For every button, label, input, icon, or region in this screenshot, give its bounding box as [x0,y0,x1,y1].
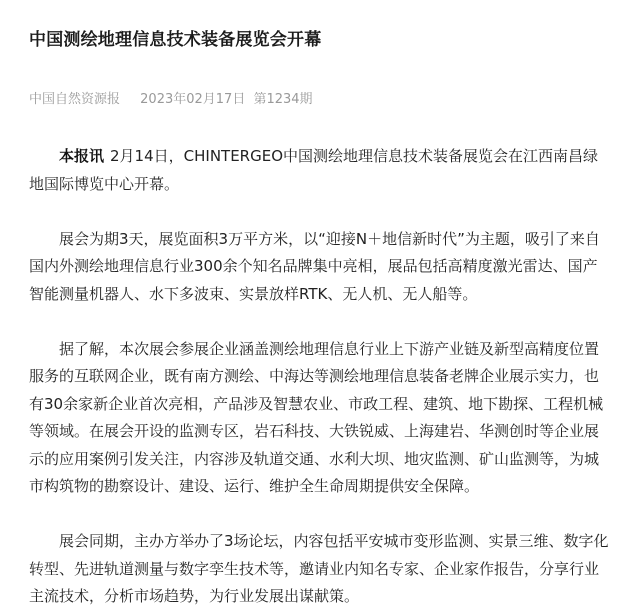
paragraph-1-text: 2月14日，CHINTERGEO中国测绘地理信息技术装备展览会在江西南昌绿地国际博览中心开幕。 [29,147,599,193]
article-meta [29,88,329,107]
paragraph-1 [29,143,609,198]
article-source: 中国自然资源报 [29,92,121,107]
article-issue: 第1234期 [253,92,313,107]
article-date: 2023年02月17日 [140,92,246,107]
article-title: 中国测绘地理信息技术装备展览会开幕 [29,30,322,50]
lead-label: 本报讯 [59,147,105,165]
article-body [29,143,609,611]
paragraph-3: 据了解，本次展会参展企业涵盖测绘地理信息行业上下游产业链及新型高精度位置服务的互联网企业，既有南方测绘、中海达等测绘地理信息装备老牌企业展示实力，也有30余家新企业首次亮相，产品涉及智慧农业、市政工程、建筑、地下勘探、工程机械等领域。在展会开设的监测专区，岩石科技、大铁锐威、上海建岩、华测创时等企业展示的应用案例引发关注，内容涉及轨道交通、水利大坝、地灾监测、矿山监测等，为城市构筑物的勘察设计、建设、运行、维护全生命周期提供安全保障。 [29,339,604,495]
paragraph-2: 展会为期3天，展览面积3万平方米，以“迎接N＋地信新时代”为主题，吸引了来自国内外测绘地理信息行业300余个知名品牌集中亮相，展品包括高精度激光雷达、国产智能测量机器人、水下多波束、实景放样RTK、无人机、无人船等。 [29,229,600,303]
paragraph-4: 展会同期，主办方举办了3场论坛，内容包括平安城市变形监测、实景三维、数字化转型、先进轨道测量与数字孪生技术等，邀请业内知名专家、企业家作报告，分享行业主流技术，分析市场趋势，为行业发展出谋献策。 [29,532,609,605]
